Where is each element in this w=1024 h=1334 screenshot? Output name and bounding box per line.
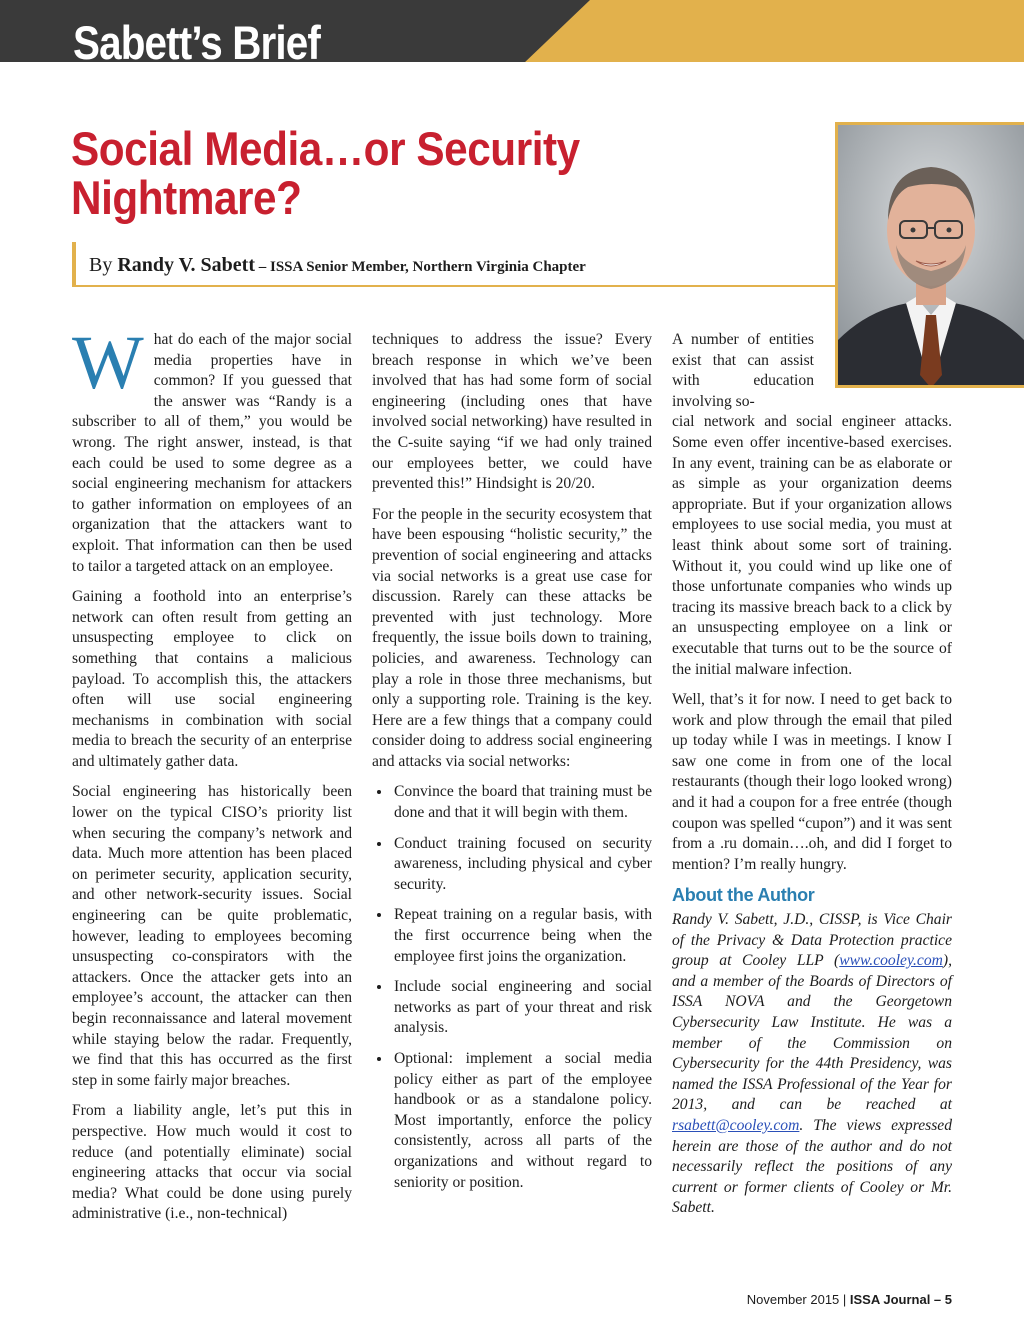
paragraph: Social engineering has historically been lower on the typical CISO’s priority list when securing the company’s network and data. Much more attention has been placed on perimeter security, application security, and other network-security issues. Social engineering can be quite problematic, however, leading to employees becoming unsuspecting co-conspirators with the attackers. Once the attacker gets into an employee’s account, the attacker can then begin reconnaissance and lateral movement while staying below the radar. Frequently, we find that this has occurred as the first step in some fairly major breaches. [72,783,352,1089]
paragraph: Well, that’s it for now. I need to get back to work and plow through the email that piled up today while I was in meetings. I know I saw one come in from one of the local restaurants (though their logo looked wrong) and it had a coupon for a free entrée (though coupon was spelled “cupon”) and it was sent from a .ru domain….oh, and did I forget to mention? I’m really hungry. [672,691,952,873]
section-title: Sabett’s Brief [73,16,321,62]
issue-date: November 2015 [746,1292,840,1307]
list-item: • Conduct training focused on security awareness, including physical and cyber security. [392,834,652,896]
paragraph: From a liability angle, let’s put this in perspective. How much would it cost to reduce (and potentially eliminate) social engineering attacks that occur via social media? What could be done using purely administrative (i.e., non-technical) [72,1102,352,1223]
column-2 [372,330,652,1203]
byline-prefix: By [89,254,118,276]
paragraph: techniques to address the issue? Every breach response in which we’ve been involved that has had some form of social engineering (including ones that have involved social networking) have resulted in the C-suite saying “if we had only trained our employees better, we could have prevented this!” Hindsight is 20/20. [372,331,652,493]
paragraph: For the people in the security ecosystem that have been espousing “holistic security,” the prevention of social engineering and attacks via social networks is a great use case for discussion. Rarely can these attacks be prevented with just technology. More frequently, the issue boils down to training, policies, and awareness. Technology can play a role in those three mechanisms, but only a supporting role. Training is the key. Here are a few things that a company could consider doing to address social engineering and attacks via social networks: [372,505,652,770]
bio-text: ), and a member of the Boards of Directors of ISSA NOVA and the Georgetown Cybersecurity Law Institute. He was a member of the Commission on Cybersecurity for the 44th Presidency, was named the ISSA Professional of the Year for 2013, and can be reached at [672,952,952,1114]
byline [89,254,586,277]
about-author-heading: About the Author [672,885,815,906]
paragraph-intro-text: hat do each of the major social media properties have in common? If you guessed that the answer was “Randy is a subscriber to all of them,” you would be wrong. The right answer, instead, is that each could be used to some degree as a social engineering mechanism for attackers to gather information on employees of an organization that the attackers want to exploit. That information can then be used to tailor a targeted attack on an employee. [72,331,352,575]
byline-divider [72,285,852,287]
list-item: • Repeat training on a regular basis, with the first occurrence being when the employee first joins the organization. [392,905,652,967]
drop-cap: W [72,321,144,405]
author-bio [672,910,952,1219]
author-affiliation: – ISSA Senior Member, Northern Virginia Chapter [254,259,586,275]
cooley-website-link[interactable]: www.cooley.com [839,952,943,970]
page-footer [747,1292,952,1307]
footer-separator: | [839,1292,850,1307]
byline-accent-bar [72,242,76,285]
paragraph-text: cial network and social engineer attacks. Some even offer incentive-based exercises. In any event, training can be as elaborate or as simple as your organization deems appropriate. But if your organization allows employees to use social media, you must at least think about some sort of training. Without it, you could wind up like one of those unfortunate companies who winds up tracing its massive breach back to a click by an unsuspecting employee on a link or executable that turns out to be the source of the initial malware infection. [672,413,952,678]
paragraph-wrap-text: A number of entities exist that can assist with education involving so- [672,331,814,410]
bio-text: Randy V. Sabett, J.D., CISSP, is Vice Chair of the Privacy & Data Protection practice group at Cooley LLP ( [672,911,952,970]
paragraph [672,330,952,680]
journal-page-number: ISSA Journal – 5 [849,1292,952,1307]
paragraph-intro [72,321,352,577]
column-3 [672,330,952,1229]
paragraph: Gaining a foothold into an enterprise’s network can often result from getting an unsuspecting employee to click on something that contains a malicious payload. To accomplish this, the attackers often will use social engineering mechanisms in combination with social media to breach the security of an enterprise and ultimately gather data. [72,588,352,770]
bio-text: . The views expressed herein are those of the author and do not necessarily reflect the positions of any current or former clients of Cooley or Mr. Sabett. [672,1116,952,1217]
author-email-link[interactable]: rsabett@cooley.com [672,1116,800,1134]
list-item: • Convince the board that training must be done and that it will begin with them. [392,782,652,823]
author-name: Randy V. Sabett [117,254,255,276]
section-header-band [0,0,1024,62]
column-1 [72,321,352,1235]
article-title: Social Media…or Security Nightmare? [71,122,580,224]
list-item: • Optional: implement a social media policy either as part of the employee handbook or as a standalone policy. Most importantly, enforce the policy consistently, across all parts of the organizations and without regard to seniority or position. [392,1049,652,1193]
list-item: • Include social engineering and social networks as part of your threat and risk analysis. [392,977,652,1039]
recommendation-list [372,782,652,1193]
